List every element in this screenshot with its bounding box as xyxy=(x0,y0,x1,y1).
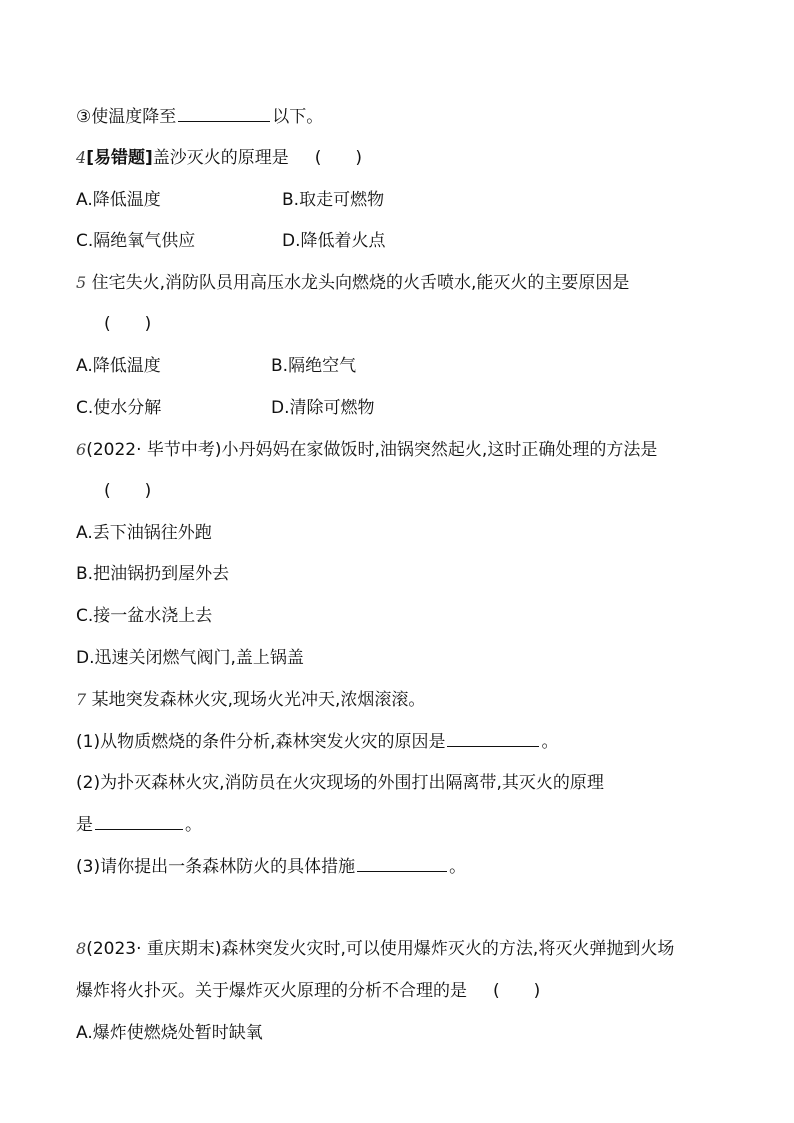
option-a[interactable]: A.爆炸使燃烧处暂时缺氧 xyxy=(76,1023,263,1043)
option-a[interactable]: A.降低温度 xyxy=(76,356,161,376)
q7-sub3: (3)请你提出一条森林防火的具体措施 。 xyxy=(76,857,467,877)
answer-blank[interactable] xyxy=(447,730,539,747)
question-4: 4[易错题]盖沙灭火的原理是 ( ) xyxy=(76,148,363,168)
q3-item3: ③使温度降至 以下。 xyxy=(76,107,324,127)
question-8-cont: 爆炸将火扑灭。关于爆炸灭火原理的分析不合理的是 ( ) xyxy=(76,981,541,1001)
answer-blank[interactable] xyxy=(357,855,447,872)
question-7: 7 某地突发森林火灾,现场火光冲天,浓烟滚滚。 xyxy=(76,690,426,710)
answer-blank[interactable] xyxy=(178,105,270,122)
option-d[interactable]: D.迅速关闭燃气阀门,盖上锅盖 xyxy=(76,648,304,668)
answer-blank[interactable] xyxy=(95,813,183,830)
q7-sub1: (1)从物质燃烧的条件分析,森林突发火灾的原因是 。 xyxy=(76,732,559,752)
answer-parentheses[interactable]: ( ) xyxy=(104,481,152,501)
option-a[interactable]: A.降低温度 xyxy=(76,190,161,210)
option-b[interactable]: B.把油锅扔到屋外去 xyxy=(76,564,230,584)
answer-parentheses[interactable]: ( ) xyxy=(104,314,152,334)
q7-sub2-cont: 是 。 xyxy=(76,815,202,835)
q7-sub2: (2)为扑灭森林火灾,消防员在火灾现场的外围打出隔离带,其灭火的原理 xyxy=(76,773,604,793)
answer-parentheses[interactable]: ( ) xyxy=(493,981,541,1001)
option-c[interactable]: C.隔绝氧气供应 xyxy=(76,231,196,251)
option-d[interactable]: D.降低着火点 xyxy=(282,231,386,251)
option-c[interactable]: C.使水分解 xyxy=(76,398,162,418)
option-a[interactable]: A.丢下油锅往外跑 xyxy=(76,523,212,543)
answer-parentheses[interactable]: ( ) xyxy=(314,148,363,168)
question-8: 8(2023· 重庆期末)森林突发火灾时,可以使用爆炸灭火的方法,将灭火弹抛到火场 xyxy=(76,939,675,959)
option-d[interactable]: D.清除可燃物 xyxy=(271,398,375,418)
option-b[interactable]: B.隔绝空气 xyxy=(271,356,357,376)
question-5: 5 住宅失火,消防队员用高压水龙头向燃烧的火舌喷水,能灭火的主要原因是 xyxy=(76,273,630,293)
option-c[interactable]: C.接一盆水浇上去 xyxy=(76,606,213,626)
question-6: 6(2022· 毕节中考)小丹妈妈在家做饭时,油锅突然起火,这时正确处理的方法是 xyxy=(76,440,658,460)
option-b[interactable]: B.取走可燃物 xyxy=(282,190,385,210)
